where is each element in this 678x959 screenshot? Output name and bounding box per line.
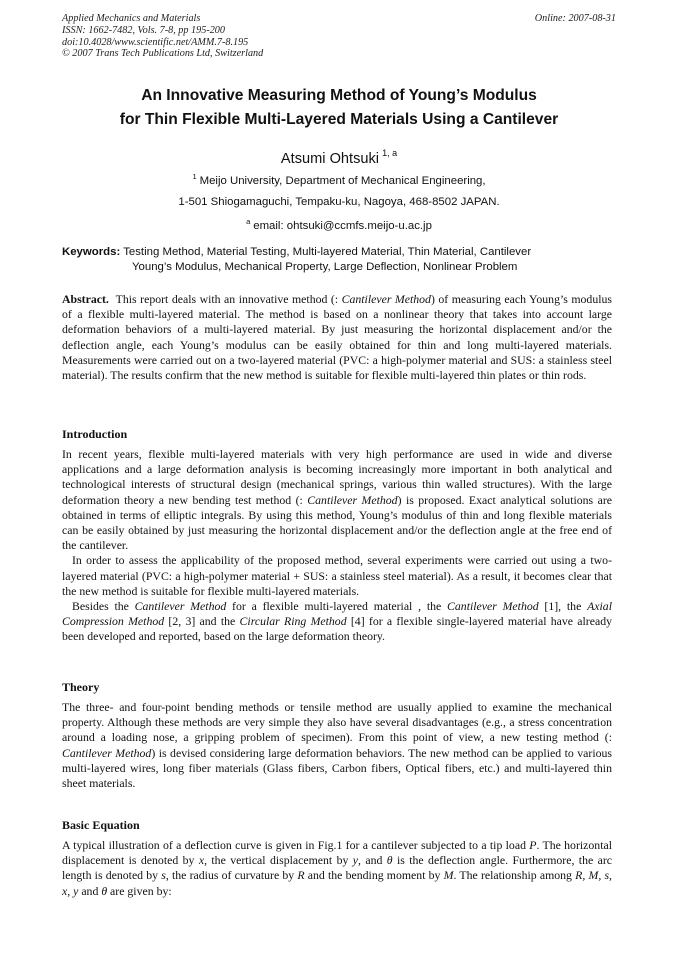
be-var-theta: θ [386, 853, 393, 868]
be-var-r: R [297, 868, 305, 883]
theory-p1-italic: Cantilever Method [62, 745, 152, 760]
introduction-paragraph-2: In order to assess the applicability of the proposed method, several experiments were carried out using a two-layered material (PVC: a high-polymer material + SUS: a stainless steel material). As a result, it becomes clear that the new method is suitable for flexible multi-layered materials. [62, 553, 612, 598]
be-vars: R, M, s, x, y [62, 868, 612, 898]
be-t2: . The horizontal displacement is denoted by [62, 838, 612, 868]
intro-p1-b: ) is proposed. Exact analytical solutions are obtained in terms of elliptic integrals. By using this method, Young’s modulus of thin and long flexible materials can be easily obtained by just measuring the horizontal displacement and/or the deflection angle at the free end of the cantilever. [62, 492, 612, 553]
email-superscript: a [246, 217, 251, 226]
introduction-paragraph-1 [62, 447, 612, 553]
be-var-m: M [443, 868, 454, 883]
affiliation-superscript: 1 [192, 172, 197, 181]
theory-p1-b: ) is devised considering large deformation behaviors. The new method can be applied to various multi-layered wires, long fiber materials (Glass fibers, Carbon fibers, Optical fibers, etc.) and multi-layered thin sheet materials. [62, 745, 612, 791]
intro-p1-italic: Cantilever Method [307, 492, 398, 507]
be-t8: . The relationship among [453, 868, 576, 883]
introduction-heading: Introduction [62, 427, 128, 441]
abstract-italic: Cantilever Method [341, 292, 431, 306]
affiliation [0, 167, 678, 237]
affiliation-line-2: 1-501 Shiogamaguchi, Tempaku-ku, Nagoya, 468-8502 JAPAN. [178, 195, 500, 208]
affiliation-line-1: Meijo University, Department of Mechanical Engineering, [199, 175, 486, 187]
be-t3: , the vertical displacement by [204, 853, 353, 868]
theory-body [62, 700, 612, 791]
be-var-y: y [352, 853, 359, 868]
be-var-theta-2: θ [101, 883, 108, 898]
journal-issn: ISSN: 1662-7482, Vols. 7-8, pp 195-200 [62, 24, 225, 36]
title-line-1: An Innovative Measuring Method of Young’s Modulus [141, 87, 537, 104]
keywords-label: Keywords: [62, 246, 121, 258]
author-email: email: ohtsuki@ccmfs.meijo-u.ac.jp [253, 220, 432, 232]
intro-p3-i3: Axial Compression Method [62, 599, 612, 629]
intro-p3-b: for a flexible multi-layered material , the [226, 599, 448, 614]
abstract [62, 292, 612, 383]
keywords-line-2: Young’s Modulus, Mechanical Property, Large Deflection, Nonlinear Problem [132, 260, 518, 273]
paper-title [0, 84, 678, 132]
introduction-paragraph-3 [62, 599, 612, 645]
journal-doi: doi:10.4028/www.scientific.net/AMM.7-8.195 [62, 36, 249, 48]
be-t7: and the bending moment by [304, 868, 444, 883]
journal-copyright: © 2007 Trans Tech Publications Ltd, Switzerland [62, 48, 264, 60]
abstract-label: Abstract. [62, 292, 109, 306]
be-t9: and [78, 883, 102, 898]
journal-header [62, 13, 263, 60]
intro-p3-i2: Cantilever Method [447, 599, 539, 614]
be-t1: A typical illustration of a deflection curve is given in Fig.1 for a cantilever subjected to a tip load [62, 838, 530, 852]
theory-heading: Theory [62, 680, 100, 694]
intro-p3-e: [4] for a flexible single-layered material have already been developed and reported, based on the large deformation theory. [62, 614, 612, 644]
keywords-line-1: Testing Method, Material Testing, Multi-layered Material, Thin Material, Cantilever [123, 246, 532, 258]
intro-p3-i1: Cantilever Method [134, 599, 227, 614]
be-var-p: P [529, 838, 537, 852]
theory-p1-a: The three- and four-point bending methods or tensile method are usually applied to examine the mechanical property. Although these methods are very simple they also have several disadvantages (e.g., a stress concentration around a loading nose, a gripping problem of specimen). From this point of view, a new testing method (: [62, 700, 612, 745]
keywords [62, 245, 622, 274]
introduction-body [62, 447, 612, 645]
journal-name: Applied Mechanics and Materials [62, 13, 201, 24]
be-var-x: x [198, 853, 205, 868]
author-superscript: 1, a [382, 148, 398, 158]
be-t5: is the deflection angle. Furthermore, the arc length is denoted by [62, 853, 612, 883]
intro-p1-a: In recent years, flexible multi-layered materials with very high performance are used in wide and diverse applications and a large deformation analysis is becoming increasingly more important in both analytical and technological interests of structural design (mechanical springs, various thin walled structures). With the large deformation theory a new bending test method (: [62, 447, 612, 507]
intro-p3-a: Besides the [72, 599, 135, 614]
be-t4: , and [358, 853, 387, 868]
intro-p3-c: [1], the [538, 599, 588, 614]
abstract-text-1: This report deals with an innovative method (: [115, 292, 342, 306]
intro-p3-i4: Circular Ring Method [239, 614, 347, 629]
author-line [0, 144, 678, 168]
be-var-s: s [161, 868, 166, 883]
abstract-text-2: ) of measuring each Young’s modulus of a flexible multi-layered material. The method is based on a nonlinear theory that takes into account large deformation behaviors of a multi-layered material. By just measuring the horizontal displacement and/or the deflection angle, each Young’s modulus can be easily obtained for thin and long multi-layered materials. Measurements were carried out on a two-layered material (PVC: a high-polymer material and SUS: a stainless steel material). The results confirm that the new method is suitable for flexible multi-layered thin plates or thin rods. [62, 292, 612, 383]
author-name: Atsumi Ohtsuki [280, 151, 380, 167]
online-date: Online: 2007-08-31 [534, 13, 616, 24]
intro-p3-d: [2, 3] and the [164, 614, 240, 629]
basic-equation-body [62, 838, 612, 899]
be-t6: , the radius of curvature by [165, 868, 298, 883]
be-t10: are given by: [107, 883, 172, 898]
title-line-2: for Thin Flexible Multi-Layered Materials Using a Cantilever [119, 111, 559, 128]
basic-equation-heading: Basic Equation [62, 818, 140, 832]
